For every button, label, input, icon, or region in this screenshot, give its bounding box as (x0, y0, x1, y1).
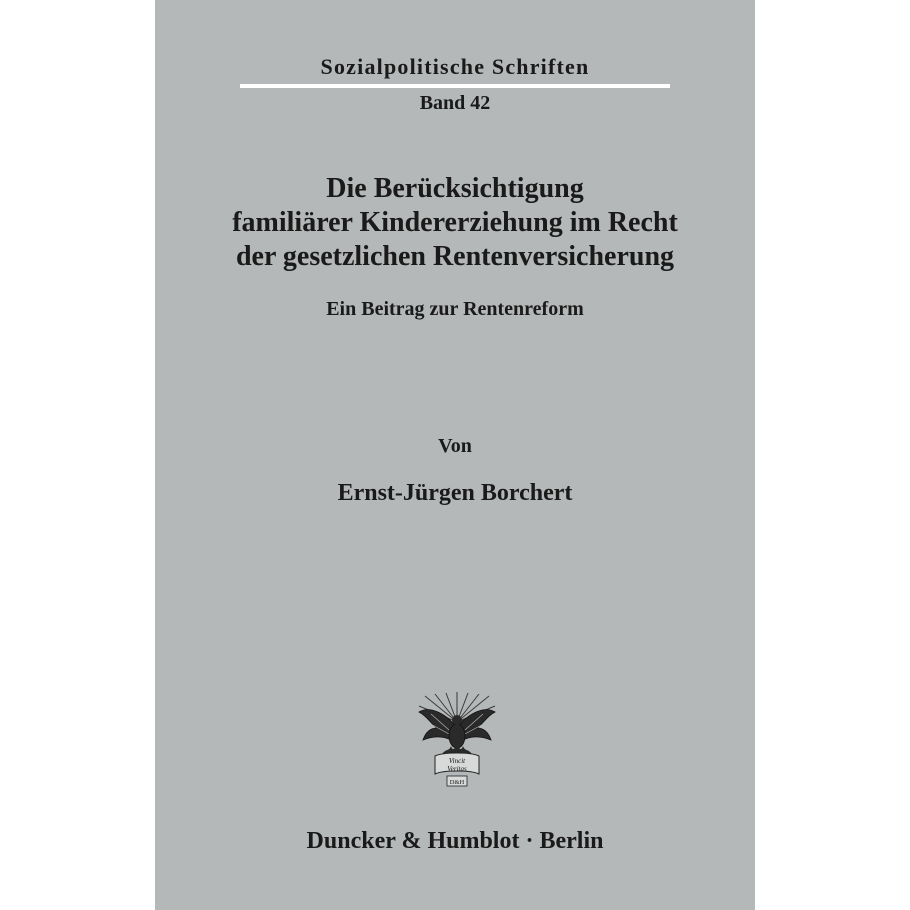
author-name: Ernst-Jürgen Borchert (337, 480, 573, 506)
book-title-line: familiärer Kindererziehung im Recht (232, 207, 678, 238)
emblem-monogram: D&H (449, 779, 465, 786)
book-title-line: Die Berücksichtigung (326, 173, 584, 204)
emblem-motto-line: Veritas (447, 765, 467, 773)
series-title: Sozialpolitische Schriften (320, 54, 590, 79)
by-label: Von (438, 435, 472, 457)
publisher-line: Duncker & Humblot · Berlin (306, 828, 604, 854)
book-cover (155, 0, 755, 910)
phoenix-emblem-icon (415, 692, 499, 790)
book-title-line: der gesetzlichen Rentenversicherung (235, 241, 675, 272)
series-divider (240, 84, 670, 88)
book-subtitle: Ein Beitrag zur Rentenreform (326, 298, 584, 320)
emblem-motto-line: Vincit (448, 757, 466, 765)
book-title (155, 172, 755, 274)
series-volume: Band 42 (419, 92, 491, 114)
